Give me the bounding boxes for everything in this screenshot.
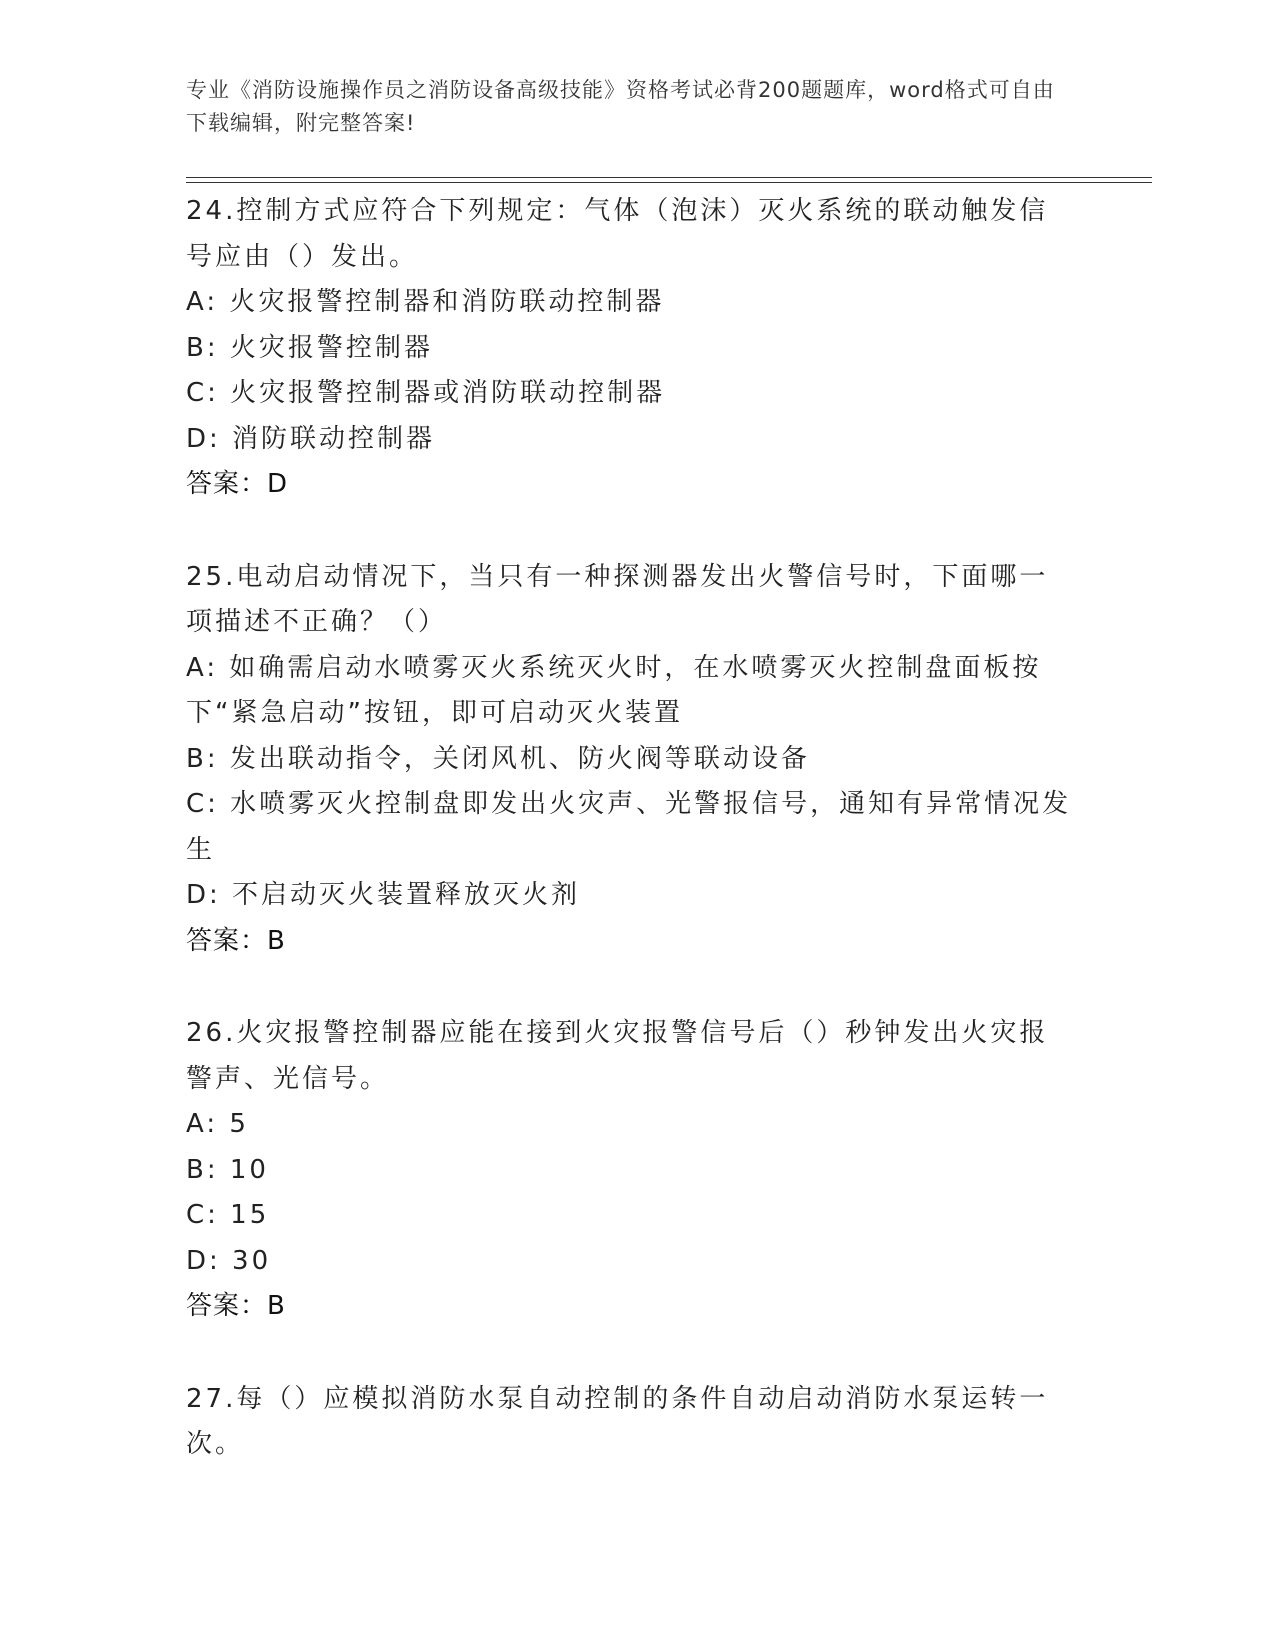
answer-line: 答案：B	[186, 1291, 286, 1321]
answer-line: 答案：B	[186, 925, 286, 956]
option-c: C: 15	[186, 1200, 270, 1230]
question-list	[186, 189, 1076, 1515]
option-a: A: 如确需启动水喷雾灭火系统灭火时，在水喷雾灭火控制盘面板按下“紧急启动”按钮，即可启动灭火装置	[186, 652, 1042, 728]
question-stem: 26.火灾报警控制器应能在接到火灾报警信号后（）秒钟发出火灾报警声、光信号。	[186, 1018, 1049, 1094]
question-stem: 25.电动启动情况下，当只有一种探测器发出火警信号时，下面哪一项描述不正确？（）	[186, 561, 1049, 637]
header-divider-bottom	[186, 182, 1152, 183]
option-b: B: 发出联动指令，关闭风机、防火阀等联动设备	[186, 743, 810, 774]
document-header: 专业《消防设施操作员之消防设备高级技能》资格考试必背200题题库，word格式可自由下载编辑，附完整答案!	[186, 78, 1055, 135]
question-stem: 24.控制方式应符合下列规定：气体（泡沫）灭火系统的联动触发信号应由（）发出。	[186, 196, 1049, 272]
question-item	[186, 189, 1076, 508]
question-stem: 27.每（）应模拟消防水泵自动控制的条件自动启动消防水泵运转一次。	[186, 1383, 1049, 1459]
option-b: B: 10	[186, 1154, 269, 1185]
option-c: C: 火灾报警控制器或消防联动控制器	[186, 378, 666, 408]
question-item	[186, 1011, 1076, 1330]
option-d: D: 不启动灭火装置释放灭火剂	[186, 880, 581, 910]
question-item	[186, 1377, 1076, 1468]
question-item	[186, 555, 1076, 965]
option-a: A: 火灾报警控制器和消防联动控制器	[186, 287, 665, 317]
option-c: C: 水喷雾灭火控制盘即发出火灾声、光警报信号，通知有异常情况发生	[186, 789, 1072, 865]
option-b: B: 火灾报警控制器	[186, 332, 433, 363]
option-a: A: 5	[186, 1109, 249, 1139]
header-divider-top	[186, 177, 1152, 178]
option-d: D: 30	[186, 1245, 272, 1276]
option-d: D: 消防联动控制器	[186, 423, 436, 454]
answer-line: 答案：D	[186, 469, 289, 499]
